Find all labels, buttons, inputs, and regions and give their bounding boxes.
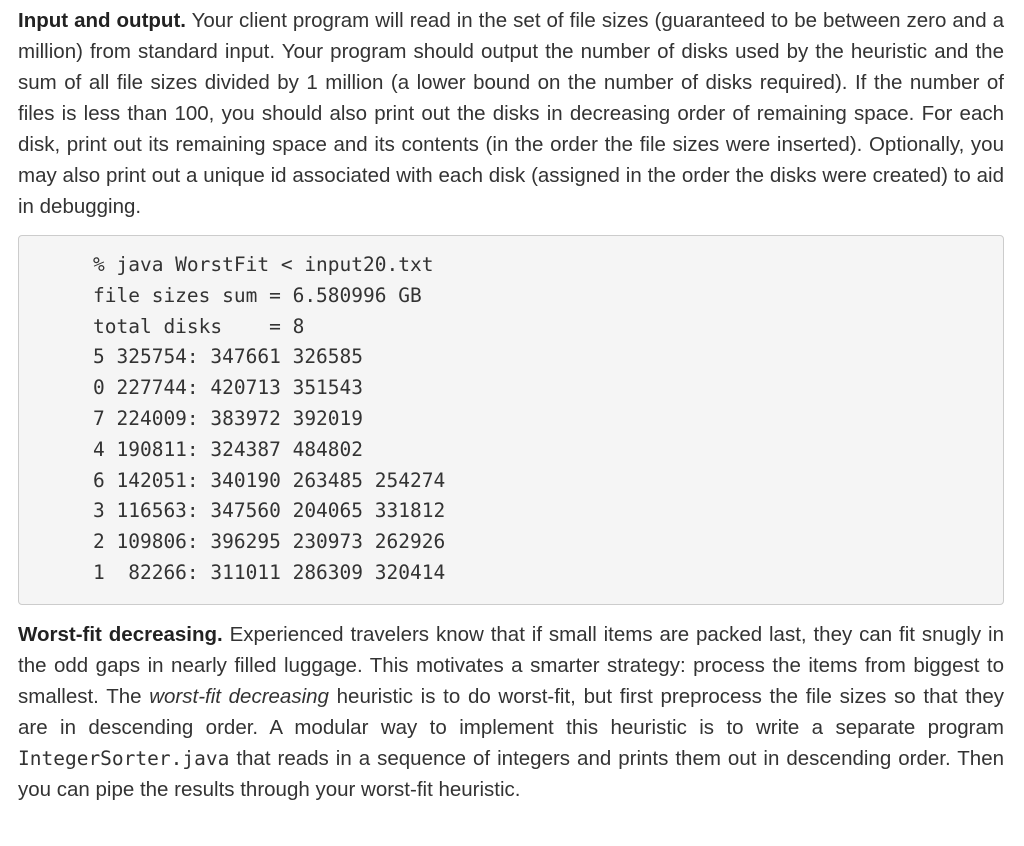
code-line: 3 116563: 347560 204065 331812 [93,499,446,523]
worst-fit-text-a: Experienced travelers know that if small items are packed last, they can fit snugly in the odd gaps in nearly filled luggage. This motivates a smarter strategy: process the items from biggest to smallest. The [18,623,1004,708]
code-line: 6 142051: 340190 263485 254274 [93,468,446,492]
code-line: 1 82266: 311011 286309 320414 [93,560,446,584]
input-output-paragraph [18,0,1004,222]
worst-fit-text-b: heuristic is to do worst-fit, but first preprocess the file sizes so that they are in descending order. A modular way to implement this heuristic is to write a separate program [18,685,1005,739]
code-line: 0 227744: 420713 351543 [93,376,364,400]
code-line: 2 109806: 396295 230973 262926 [93,530,446,554]
code-line: 7 224009: 383972 392019 [93,406,364,430]
document-page [18,0,1004,805]
code-line: 5 325754: 347661 326585 [93,345,364,369]
code-line: % java WorstFit < input20.txt [93,253,434,276]
worst-fit-decreasing-paragraph [18,619,1004,805]
worst-fit-text-c: that reads in a sequence of integers and prints them out in descending order. Then you can pipe the results through your worst-fit heuristic. [18,747,1004,801]
input-output-heading: Input and output. [18,9,186,32]
integer-sorter-filename: IntegerSorter.java [18,747,230,770]
sample-output-code-block [18,235,1004,605]
worst-fit-decreasing-heading: Worst-fit decreasing. [18,623,223,646]
code-line: 4 190811: 324387 484802 [93,437,364,461]
input-output-text: Your client program will read in the set of file sizes (guaranteed to be between zero and a million) from standard input. Your program should output the number of disks used by the heuristic and the sum of all file sizes divided by 1 million (a lower bound on the number of disks required). If the number of files is less than 100, you should also print out the disks in decreasing order of remaining space. For each disk, print out its remaining space and its contents (in the order the file sizes were inserted). Optionally, you may also print out a unique id associated with each disk (assigned in the order the disks were created) to aid in debugging. [18,9,1004,218]
code-line: total disks = 8 [93,314,305,338]
worst-fit-decreasing-term: worst-fit decreasing [149,685,329,708]
code-line: file sizes sum = 6.580996 GB [93,283,422,307]
